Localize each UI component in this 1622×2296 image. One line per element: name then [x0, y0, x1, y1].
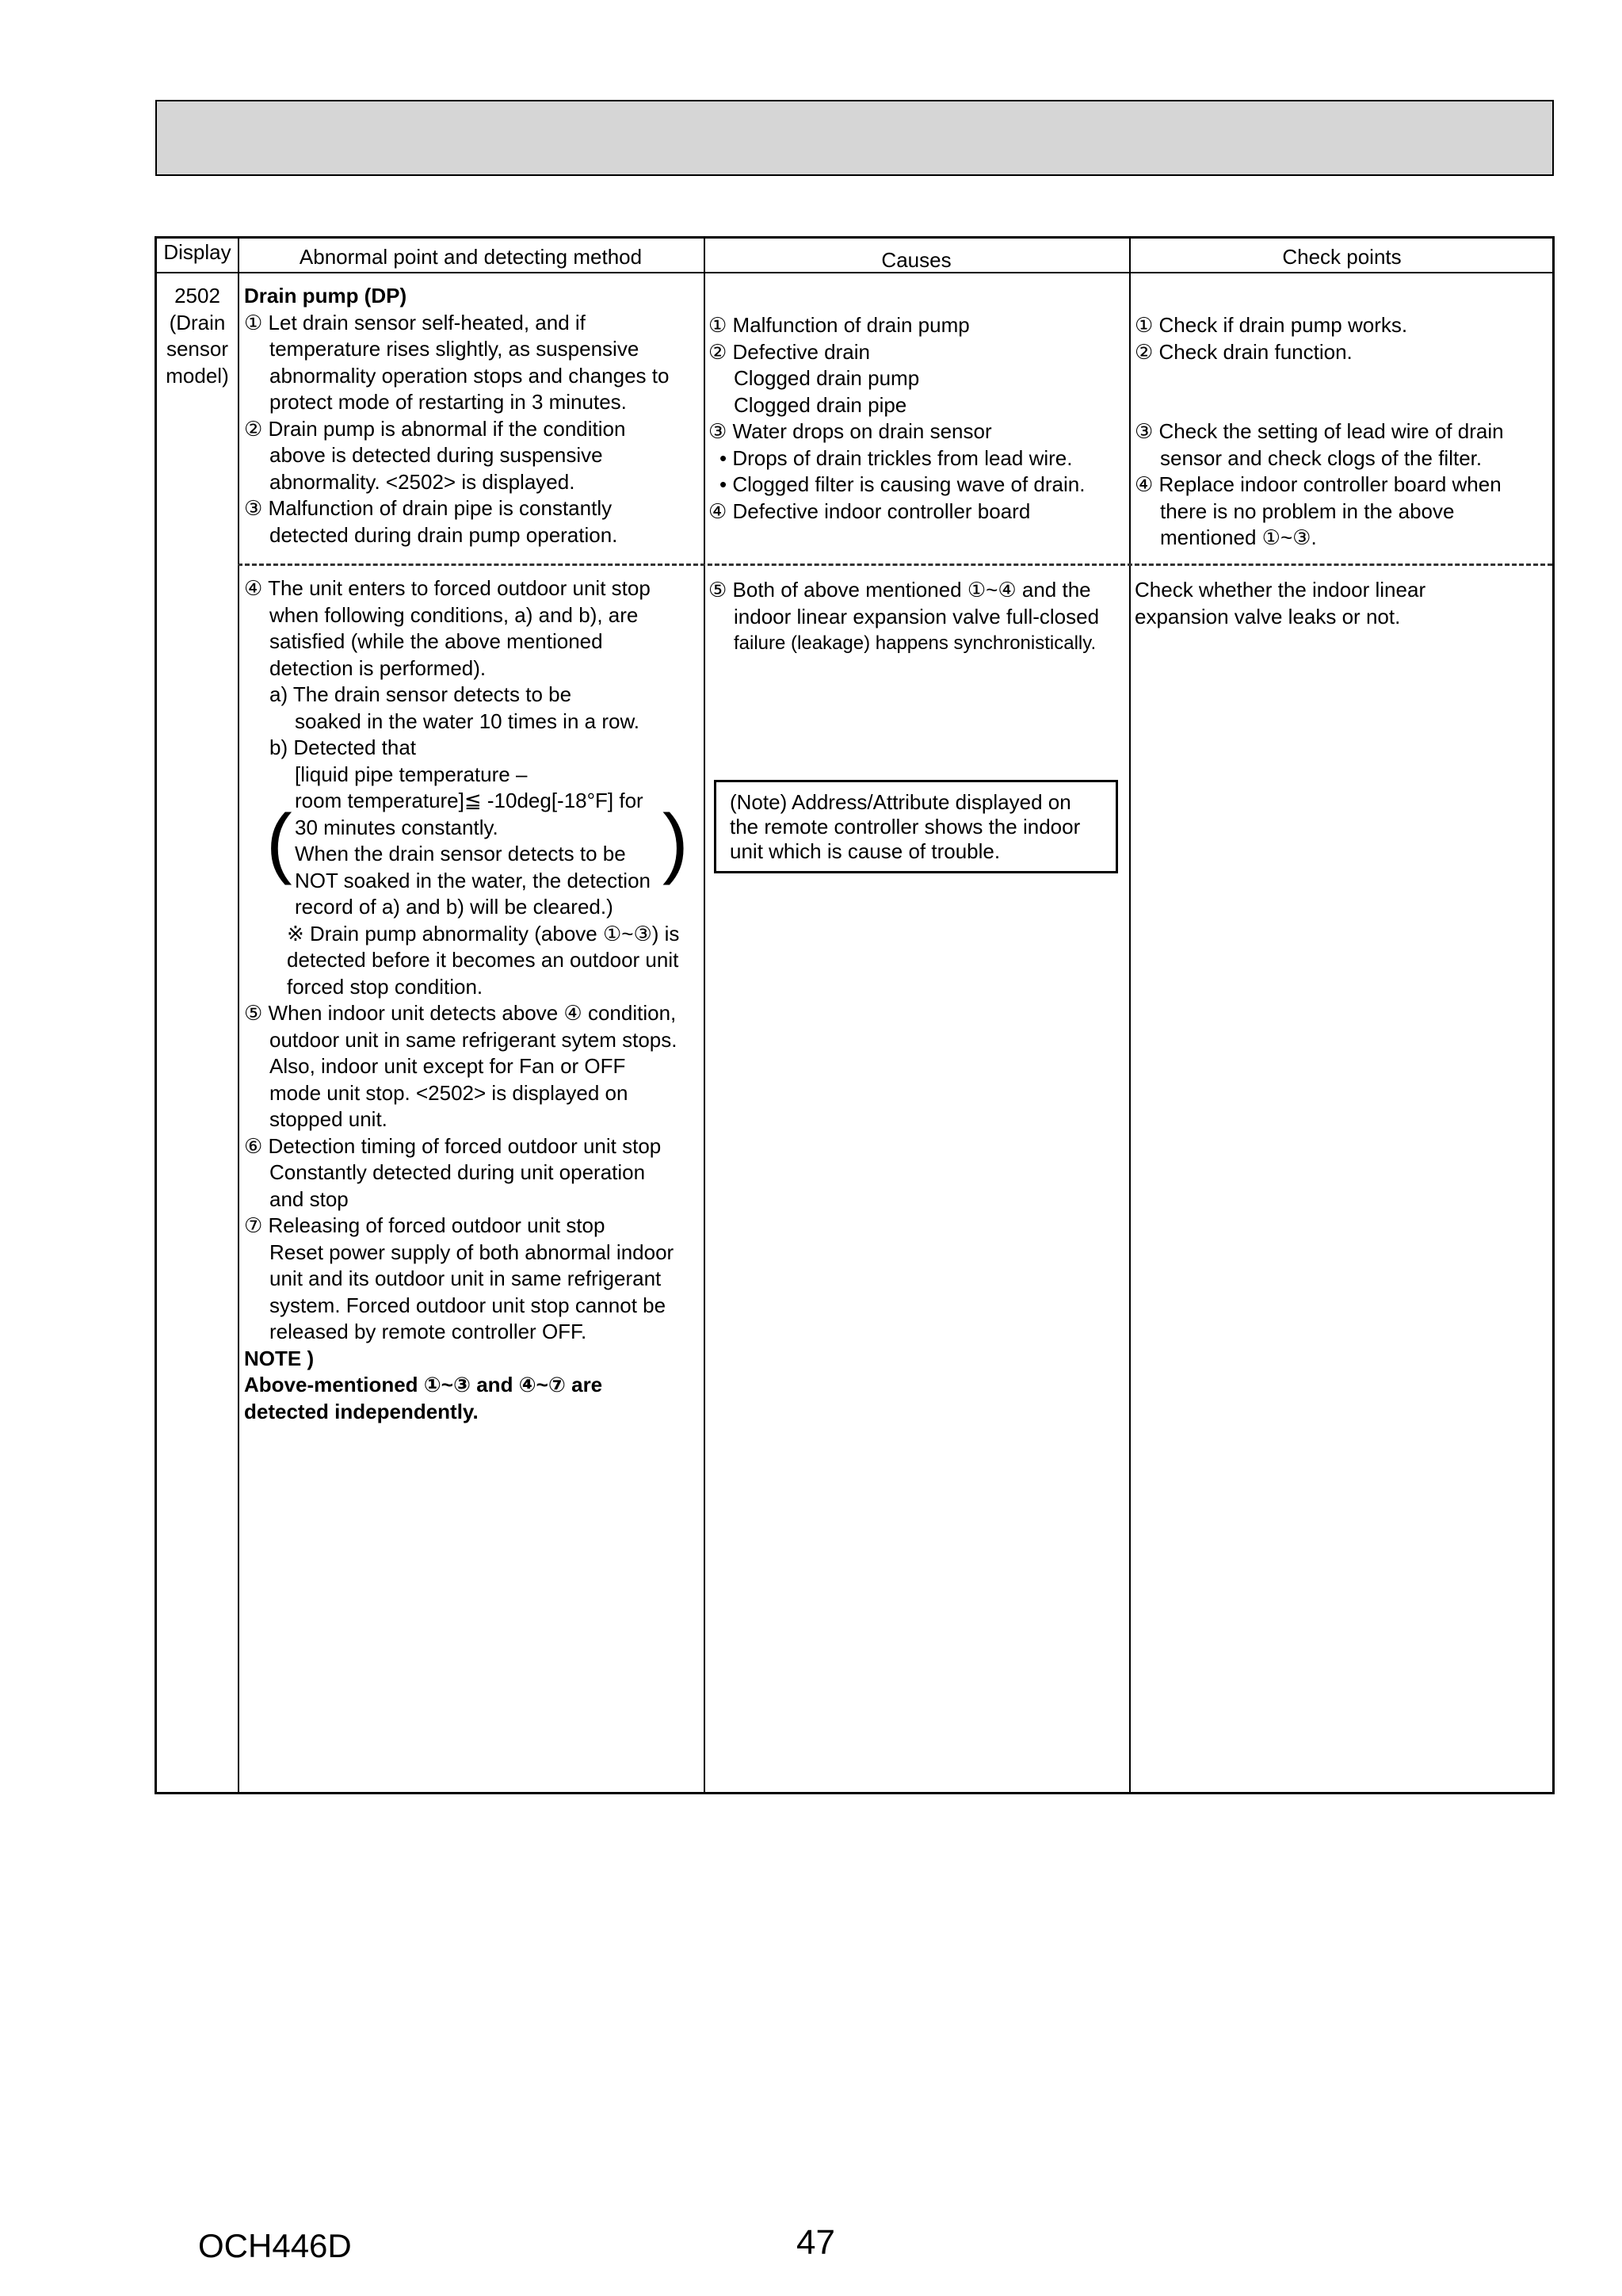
text-line: ③ Water drops on drain sensor — [708, 419, 992, 443]
note-text: detected independently. — [244, 1399, 479, 1423]
text-line: ④ Replace indoor controller board when — [1135, 472, 1502, 496]
text-line: outdoor unit in same refrigerant sytem stops. — [269, 1027, 677, 1052]
right-parenthesis: ) — [662, 798, 689, 885]
text-line: [liquid pipe temperature – — [295, 762, 528, 786]
text-line: ③ Check the setting of lead wire of drain — [1135, 419, 1504, 443]
text-line: expansion valve leaks or not. — [1135, 604, 1401, 628]
text-line: Also, indoor unit except for Fan or OFF — [269, 1054, 626, 1078]
header-abnormal-point: Abnormal point and detecting method — [299, 245, 643, 269]
text-line: forced stop condition. — [287, 974, 483, 999]
text-line: Check whether the indoor linear — [1135, 578, 1426, 602]
causes-bottom-section — [708, 577, 1099, 657]
text-line: Constantly detected during unit operation — [269, 1160, 646, 1184]
note-line: (Note) Address/Attribute displayed on — [730, 790, 1071, 814]
text-line: ① Check if drain pump works. — [1135, 313, 1408, 337]
display-code-line: (Drain — [169, 310, 226, 334]
text-line: ⑥ Detection timing of forced outdoor unit stop — [244, 1133, 662, 1158]
text-line: Reset power supply of both abnormal indoor — [269, 1240, 674, 1264]
text-line: Clogged drain pump — [734, 366, 920, 390]
text-line: ④ The unit enters to forced outdoor unit stop — [244, 576, 651, 600]
header-causes: Causes — [881, 248, 952, 272]
column-divider-2 — [704, 239, 705, 1792]
abnormal-top-section — [244, 283, 669, 548]
header-check-points: Check points — [1282, 245, 1402, 269]
text-line: ② Defective drain — [708, 339, 870, 364]
text-line: unit and its outdoor unit in same refrigerant — [269, 1266, 662, 1290]
text-line: room temperature]≦ -10deg[-18°F] for — [295, 789, 643, 812]
text-line: ⑤ Both of above mentioned ①~④ and the — [708, 578, 1091, 602]
abnormal-bottom-section — [244, 575, 679, 1425]
text-line: temperature rises slightly, as suspensive — [269, 337, 639, 361]
text-line: ② Drain pump is abnormal if the condition — [244, 416, 626, 441]
text-line: • Drops of drain trickles from lead wire. — [719, 445, 1073, 470]
note-line: unit which is cause of trouble. — [730, 839, 1001, 863]
note-line: the remote controller shows the indoor — [730, 815, 1081, 839]
text-line: ⑦ Releasing of forced outdoor unit stop — [244, 1213, 605, 1237]
text-line: a) The drain sensor detects to be — [269, 682, 572, 706]
note-heading: NOTE ) — [244, 1346, 315, 1370]
text-line: ⑤ When indoor unit detects above ④ condition, — [244, 1001, 677, 1025]
text-line: b) Detected that — [269, 735, 416, 759]
header-display: Display — [163, 240, 231, 264]
text-line: soaked in the water 10 times in a row. — [295, 709, 640, 733]
column-divider-1 — [238, 239, 239, 1792]
causes-top-section — [708, 312, 1085, 525]
text-line: mentioned ①~③. — [1160, 525, 1317, 549]
text-line: 30 minutes constantly. — [295, 815, 498, 839]
text-line: Clogged drain pipe — [734, 392, 907, 417]
page-header-bar — [155, 100, 1554, 176]
document-code: OCH446D — [198, 2227, 352, 2264]
text-line: record of a) and b) will be cleared.) — [295, 895, 613, 919]
text-line: released by remote controller OFF. — [269, 1320, 587, 1343]
left-parenthesis: ( — [266, 798, 292, 885]
text-line: when following conditions, a) and b), are — [269, 602, 639, 627]
text-line: • Clogged filter is causing wave of drain. — [719, 472, 1086, 496]
text-line: failure (leakage) happens synchronistically. — [734, 632, 1097, 654]
text-line: When the drain sensor detects to be — [295, 842, 626, 865]
text-line: ① Let drain sensor self-heated, and if — [244, 310, 586, 334]
text-line: stopped unit. — [269, 1107, 387, 1131]
note-box — [714, 780, 1118, 873]
text-line: sensor and check clogs of the filter. — [1160, 445, 1483, 470]
checks-bottom-section — [1135, 577, 1425, 630]
checks-top-section — [1135, 312, 1504, 552]
text-line: indoor linear expansion valve full-closed — [734, 604, 1100, 628]
text-line: system. Forced outdoor unit stop cannot be — [269, 1293, 666, 1317]
text-line: ④ Defective indoor controller board — [708, 499, 1031, 523]
error-title: Drain pump (DP) — [244, 284, 407, 308]
text-line: and stop — [269, 1186, 349, 1211]
text-line: ① Malfunction of drain pump — [708, 313, 970, 337]
note-text: Above-mentioned ①~③ and ④~⑦ are — [244, 1373, 603, 1396]
display-code-line: sensor — [166, 337, 229, 361]
text-line: protect mode of restarting in 3 minutes. — [269, 390, 627, 414]
section-dashed-divider — [238, 563, 1552, 566]
text-line: abnormality. <2502> is displayed. — [269, 469, 575, 494]
display-code-line: model) — [166, 363, 229, 388]
text-line: ※ Drain pump abnormality (above ①~③) is — [287, 921, 680, 946]
text-line: ③ Malfunction of drain pipe is constantly — [244, 496, 613, 520]
troubleshooting-table — [155, 236, 1555, 1794]
text-line: there is no problem in the above — [1160, 499, 1455, 523]
text-line: ② Check drain function. — [1135, 339, 1353, 364]
text-line: detected before it becomes an outdoor unit — [287, 948, 679, 972]
text-line: detection is performed). — [269, 655, 487, 680]
display-code-cell — [157, 283, 238, 389]
display-code: 2502 — [174, 284, 220, 308]
text-line: mode unit stop. <2502> is displayed on — [269, 1080, 628, 1105]
text-line: above is detected during suspensive — [269, 443, 603, 467]
page-number: 47 — [796, 2223, 835, 2262]
text-line: NOT soaked in the water, the detection — [295, 868, 651, 892]
text-line: abnormality operation stops and changes to — [269, 363, 670, 388]
text-line: detected during drain pump operation. — [269, 522, 618, 547]
column-divider-3 — [1129, 239, 1131, 1792]
text-line: satisfied (while the above mentioned — [269, 629, 603, 653]
